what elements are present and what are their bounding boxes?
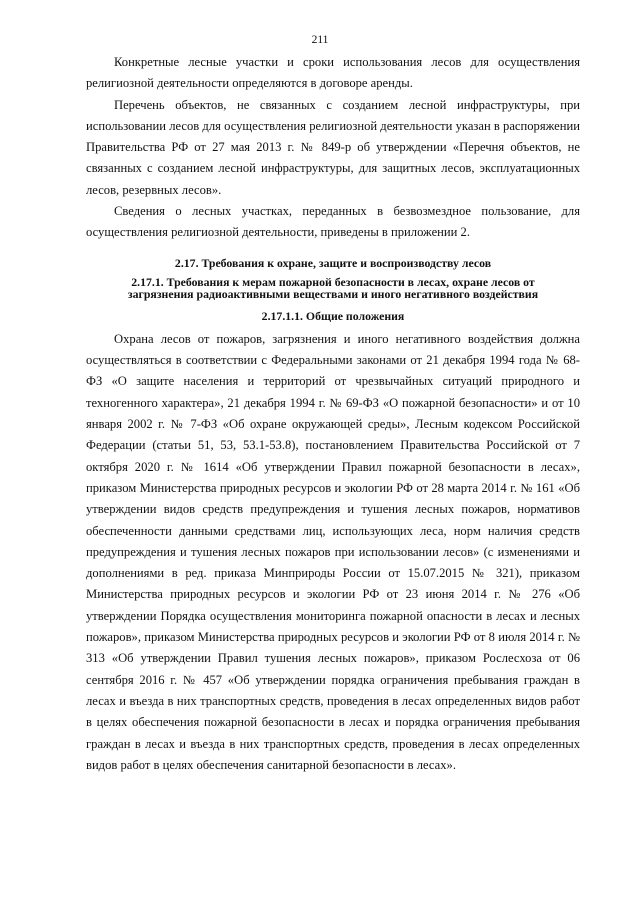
paragraph-fire-protection: Охрана лесов от пожаров, загрязнения и иного негативного воздействия должна осуществляться в соответствии с Федеральными законами от 21 декабря 1994 года № 68-ФЗ «О защите населения и территорий от чрезвычайных ситуаций природного и техногенного характера», 21 декабря 1994 г. № 69-ФЗ «О пожарной безопасности» и от 10 января 2002 г. № 7-ФЗ «Об охране окружающей среды», Лесным кодексом Российской Федерации (статьи 51, 53, 53.1-53.8), постановлением Правительства Российской от 7 октября 2020 г. № 1614 «Об утверждении Правил пожарной безопасности в лесах», приказом Министерства природных ресурсов и экологии РФ от 28 марта 2014 г. № 161 «Об утверждении видов средств предупреждения и тушения лесных пожаров, нормативов обеспеченности данными средствами лиц, использующих леса, норм наличия средств предупреждения и тушения лесных пожаров при использовании лесов» (с изменениями и дополнениями в ред. приказа Минприроды России от 15.07.2015 № 321), приказом Министерства природных ресурсов и экологии РФ от 23 июня 2014 г. № 276 «Об утверждении Порядка осуществления мониторинга пожарной опасности в лесах и лесных пожаров», приказом Министерства природных ресурсов и экологии РФ от 8 июля 2014 г. № 313 «Об утверждении Правил тушения лесных пожаров», приказом Рослесхоза от 06 сентября 2016 г. № 457 «Об утверждении порядка ограничения пребывания граждан в лесах и въезда в них транспортных средств, проведения в лесах определенных видов работ в целях обеспечения пожарной безопасности в лесах и порядка ограничения пребывания граждан в лесах и въезда в них транспортных средств, проведения в лесах определенных видов работ в целях обеспечения санитарной безопасности в лесах».	[86, 331, 580, 772]
page-number: 211	[311, 34, 329, 46]
paragraph-free-use-info: Сведения о лесных участках, переданных в безвозмездное пользование, для осуществления религиозной деятельности, приведены в приложении 2.	[86, 204, 580, 240]
paragraph-object-list: Перечень объектов, не связанных с созданием лесной инфраструктуры, при использовании лесов для осуществления религиозной деятельности указан в распоряжении Правительства РФ от 27 мая 2013 г. № 849-р об утверждении «Перечня объектов, не связанных с созданием лесной инфраструктуры, для защитных лесов, эксплуатационных лесов, резервных лесов».	[86, 97, 580, 197]
subsection-heading: 2.17.1. Требования к мерам пожарной безопасности в лесах, охране лесов от загрязнения радиоактивными веществами и иного негативного воздействия	[127, 274, 539, 302]
section-heading: 2.17. Требования к охране, защите и воспроизводству лесов	[174, 255, 492, 270]
subsubsection-heading: 2.17.1.1. Общие положения	[261, 308, 405, 323]
paragraph-lease-terms: Конкретные лесные участки и сроки использования лесов для осуществления религиозной деятельности определяются в договоре аренды.	[86, 55, 580, 91]
document-body	[86, 52, 580, 776]
